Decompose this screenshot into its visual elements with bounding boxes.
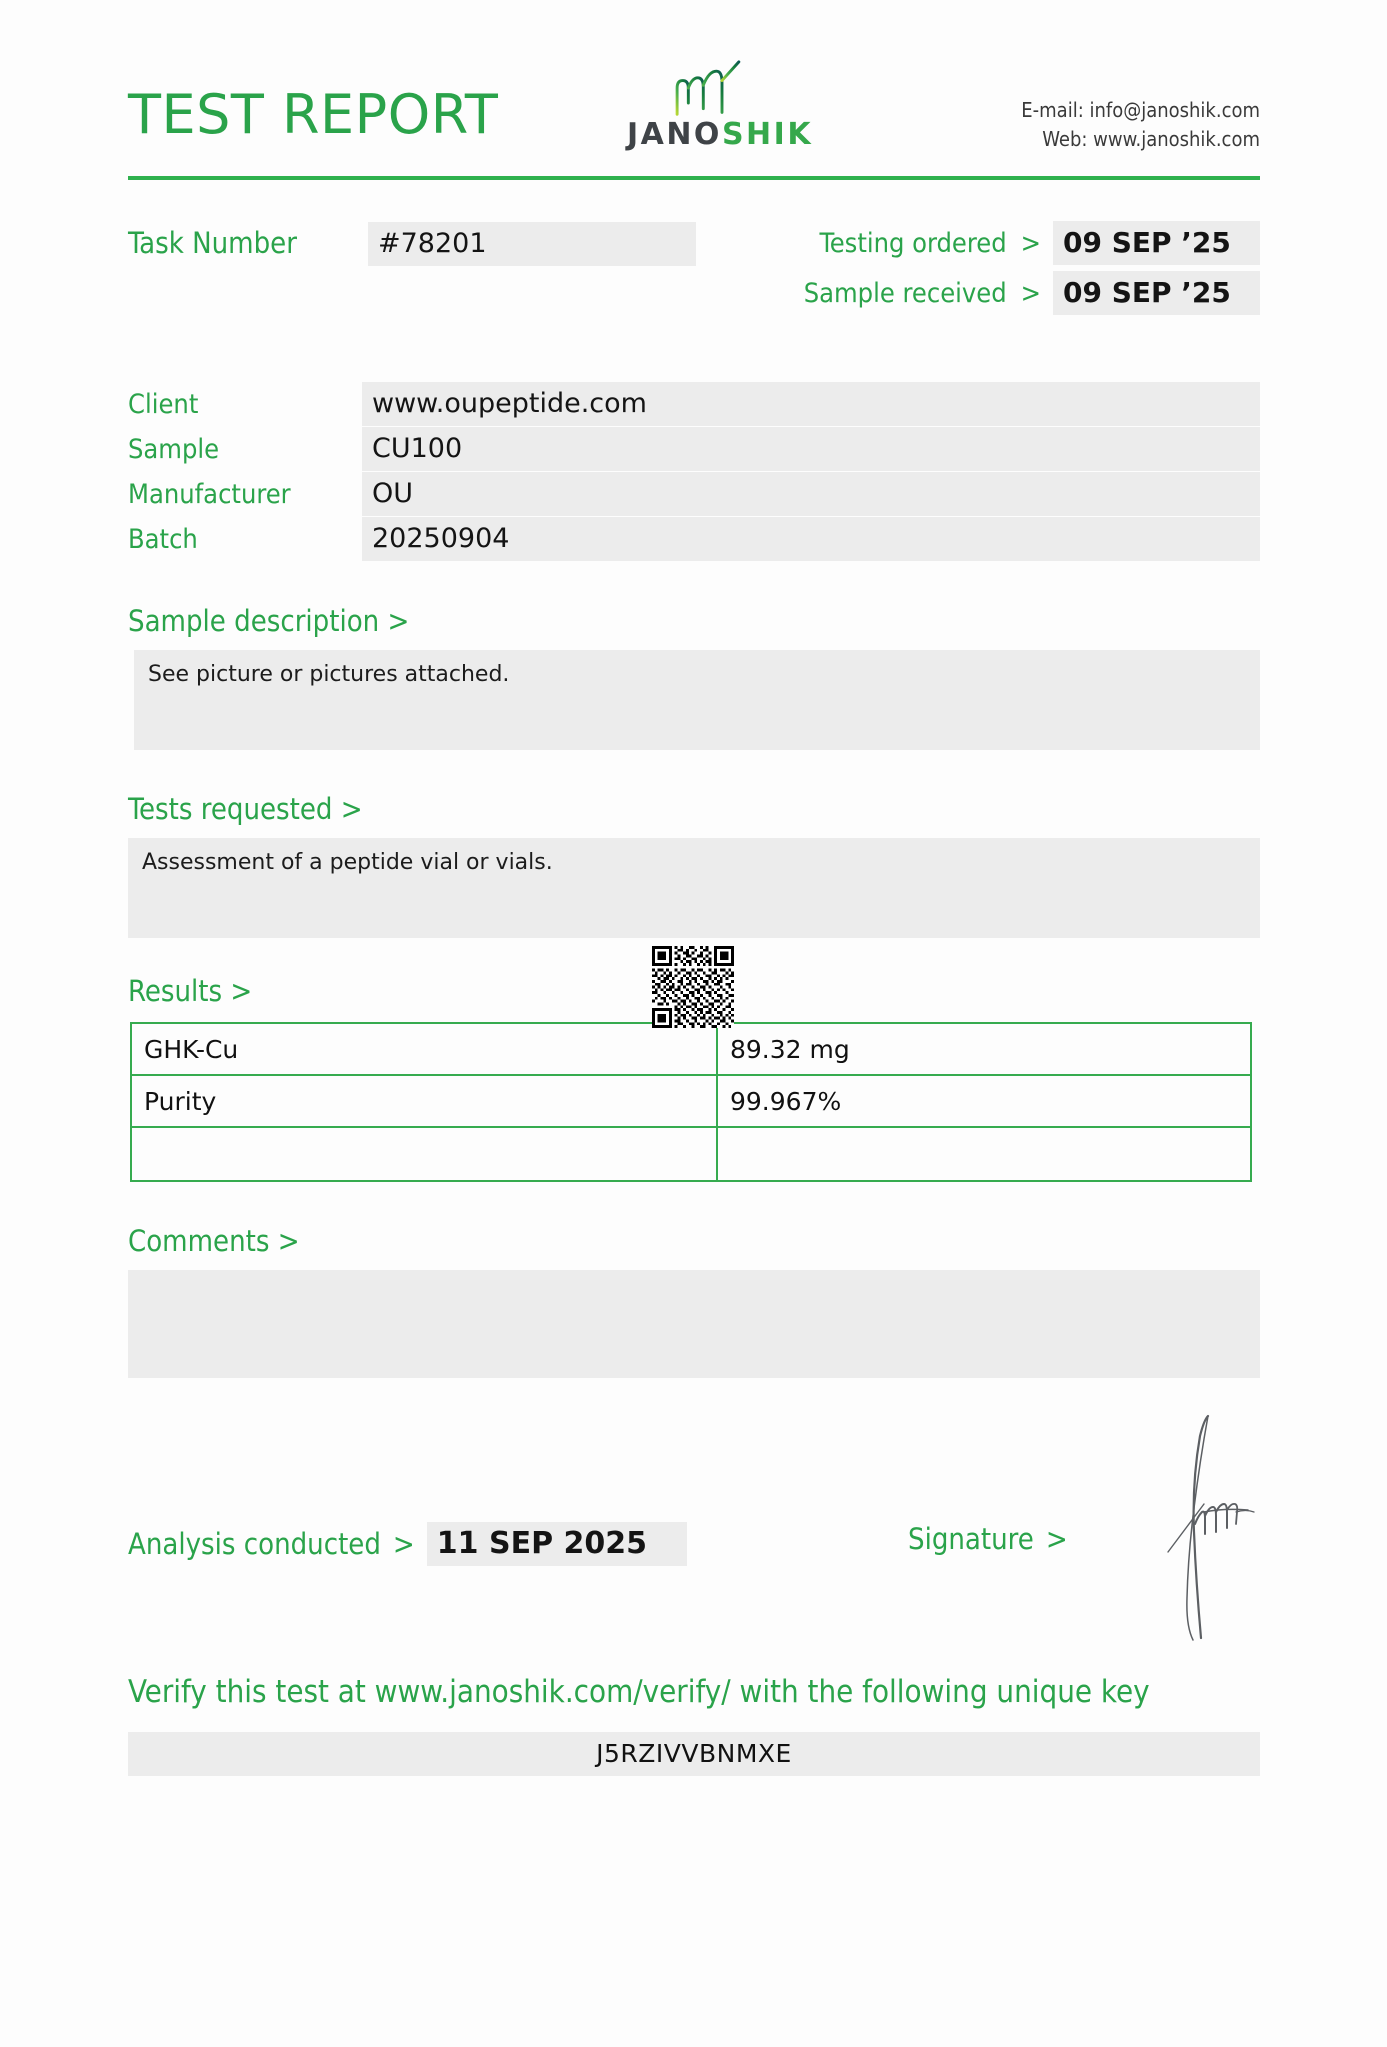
testing-ordered-label: Testing ordered [819, 227, 1007, 259]
document-content [128, 0, 1260, 1776]
testing-ordered-row [780, 218, 1260, 268]
document-header [128, 0, 1260, 180]
tests-requested-text: Assessment of a peptide vial or vials. [128, 838, 1260, 938]
sample-received-value: 09 SEP ’25 [1053, 271, 1260, 315]
sample-received-row [780, 268, 1260, 318]
analysis-conducted-row [128, 1522, 687, 1566]
verify-section [128, 1674, 1260, 1776]
verify-unique-key: J5RZIVVBNMXE [128, 1732, 1260, 1776]
table-row [131, 1075, 1251, 1127]
contact-email: E-mail: info@janoshik.com [1021, 98, 1260, 122]
brand-wordmark-dark: JANO [626, 117, 722, 152]
analysis-conducted-label: Analysis conducted [128, 1527, 381, 1561]
sample-description-text: See picture or pictures attached. [134, 650, 1260, 750]
signature-label: Signature [908, 1522, 1034, 1556]
contact-info [1021, 96, 1260, 154]
result-value-0: 89.32 mg [717, 1023, 1251, 1075]
result-name-2 [131, 1127, 717, 1181]
signature-row [908, 1522, 1068, 1556]
result-name-1: Purity [131, 1075, 717, 1127]
table-row [131, 1023, 1251, 1075]
sample-description-heading: Sample description > [128, 604, 410, 638]
handwritten-signature-icon [1138, 1412, 1278, 1642]
info-rows [128, 382, 1260, 562]
task-number-value: #78201 [368, 222, 696, 266]
info-label-manufacturer: Manufacturer [128, 479, 291, 510]
info-value-sample: CU100 [362, 427, 1260, 471]
signature-caret: > [1045, 1522, 1068, 1556]
sample-description-section [128, 604, 1260, 750]
table-row [131, 1127, 1251, 1181]
verify-instruction: Verify this test at www.janoshik.com/verify/ with the following unique key [128, 1674, 1150, 1710]
sample-received-caret: > [1020, 277, 1041, 309]
date-block [780, 218, 1260, 318]
page-title: TEST REPORT [128, 83, 499, 146]
testing-ordered-value: 09 SEP ’25 [1053, 221, 1260, 265]
info-value-client: www.oupeptide.com [362, 382, 1260, 426]
analysis-conducted-value: 11 SEP 2025 [427, 1522, 687, 1566]
header-divider [128, 176, 1260, 180]
brand-wordmark [620, 117, 820, 152]
results-section [128, 974, 1260, 1182]
info-row-manufacturer [128, 472, 1260, 517]
info-label-client: Client [128, 389, 199, 420]
info-value-batch: 20250904 [362, 517, 1260, 561]
brand-logo [620, 60, 820, 150]
info-label-sample: Sample [128, 434, 220, 465]
task-row [128, 218, 1260, 330]
info-row-client [128, 382, 1260, 427]
mountain-chart-logo-icon [664, 60, 776, 118]
brand-wordmark-green: SHIK [721, 117, 814, 152]
sample-received-label: Sample received [803, 277, 1007, 309]
verification-qr-code [647, 946, 739, 1028]
tests-requested-section [128, 792, 1260, 938]
footer-meta [128, 1448, 1260, 1648]
info-row-sample [128, 427, 1260, 472]
info-label-batch: Batch [128, 524, 198, 555]
comments-text [128, 1270, 1260, 1378]
tests-requested-heading: Tests requested > [128, 792, 363, 826]
results-table [130, 1022, 1252, 1182]
results-heading: Results > [128, 974, 253, 1008]
result-name-0: GHK-Cu [131, 1023, 717, 1075]
analysis-conducted-caret: > [392, 1527, 415, 1561]
result-value-1: 99.967% [717, 1075, 1251, 1127]
comments-section [128, 1224, 1260, 1378]
contact-web: Web: www.janoshik.com [1042, 127, 1260, 151]
info-row-batch [128, 517, 1260, 562]
testing-ordered-caret: > [1020, 227, 1041, 259]
info-value-manufacturer: OU [362, 472, 1260, 516]
task-number-label: Task Number [128, 226, 297, 260]
comments-heading: Comments > [128, 1224, 300, 1258]
result-value-2 [717, 1127, 1251, 1181]
